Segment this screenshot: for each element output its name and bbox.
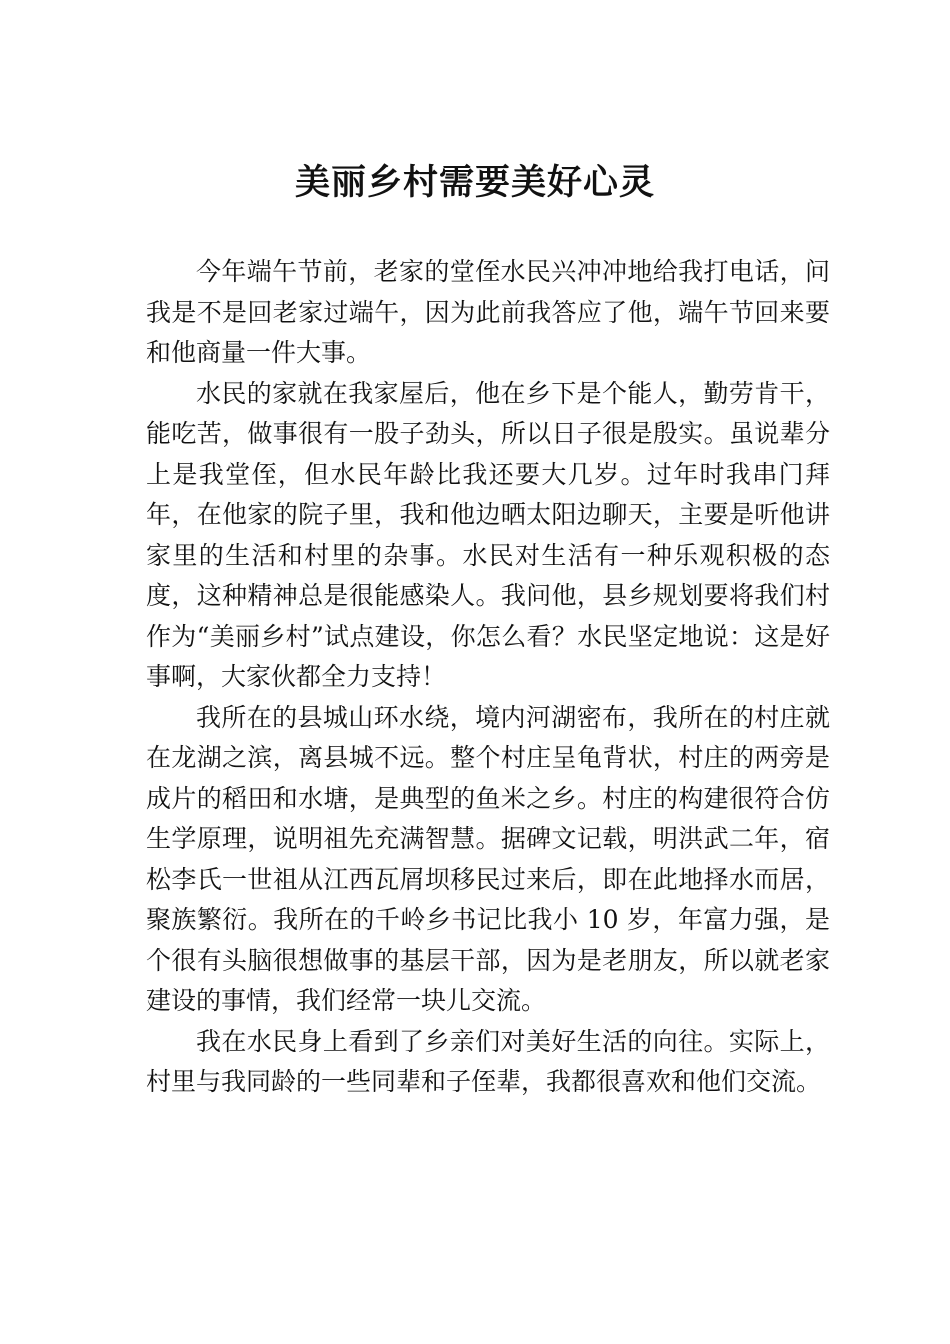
- paragraph: 我在水民身上看到了乡亲们对美好生活的向往。实际上，村里与我同龄的一些同辈和子侄辈，我都很喜欢和他们交流。: [146, 1026, 830, 1096]
- paragraph: 今年端午节前，老家的堂侄水民兴冲冲地给我打电话，问我是不是回老家过端午，因为此前我答应了他，端午节回来要和他商量一件大事。: [146, 257, 830, 367]
- document-title: 美丽乡村需要美好心灵: [294, 162, 655, 203]
- document-body: [146, 252, 830, 1103]
- paragraph: 水民的家就在我家屋后，他在乡下是个能人，勤劳肯干，能吃苦，做事很有一股子劲头，所以日子很是殷实。虽说辈分上是我堂侄，但水民年龄比我还要大几岁。过年时我串门拜年，在他家的院子里，我和他边晒太阳边聊天，主要是听他讲家里的生活和村里的杂事。水民对生活有一种乐观积极的态度，这种精神总是很能感染人。我问他，县乡规划要将我们村作为“美丽乡村”试点建设，你怎么看？水民坚定地说：这是好事啊，大家伙都全力支持！: [146, 378, 830, 691]
- paragraph: 我所在的县城山环水绕，境内河湖密布，我所在的村庄就在龙湖之滨，离县城不远。整个村庄呈龟背状，村庄的两旁是成片的稻田和水塘，是典型的鱼米之乡。村庄的构建很符合仿生学原理，说明祖先充满智慧。据碑文记载，明洪武二年，宿松李氏一世祖从江西瓦屑坝移民过来后，即在此地择水而居，聚族繁衍。我所在的千岭乡书记比我小 10 岁，年富力强，是个很有头脑很想做事的基层干部，因为是老朋友，所以就老家建设的事情，我们经常一块儿交流。: [146, 702, 830, 1015]
